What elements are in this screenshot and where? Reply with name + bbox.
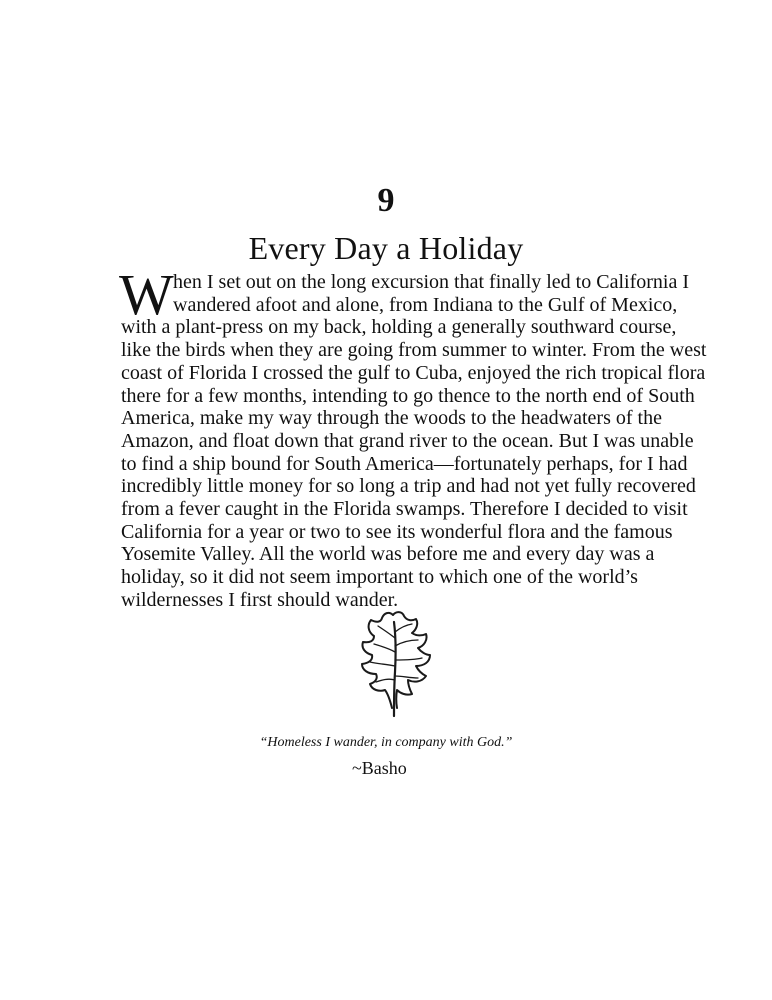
body-line: wildernesses I first should wander.	[121, 588, 399, 611]
body-line: hen I set out on the long excursion that finally led to California I	[173, 271, 689, 293]
drop-cap: W	[119, 262, 174, 327]
body-line: wandered afoot and alone, from Indiana to the Gulf of Mexico,	[173, 293, 678, 316]
body-line: to find a ship bound for South America—fortunately perhaps, for I had	[121, 452, 688, 475]
oak-leaf-icon	[352, 608, 438, 718]
epigraph-attribution: ~Basho	[352, 758, 407, 778]
body-paragraph	[119, 262, 707, 612]
body-line: America, make my way through the woods to the headwaters of the	[121, 407, 662, 430]
body-line: with a plant-press on my back, holding a generally southward course,	[121, 316, 677, 339]
epigraph-quote: “Homeless I wander, in company with God.”	[259, 735, 513, 750]
chapter-title: Every Day a Holiday	[248, 230, 524, 266]
body-line: California for a year or two to see its wonderful flora and the famous	[121, 520, 673, 543]
body-line: Yosemite Valley. All the world was before me and every day was a	[121, 543, 655, 566]
chapter-number: 9	[377, 182, 395, 219]
body-line: like the birds when they are going from summer to winter. From the west	[121, 339, 707, 362]
body-line: incredibly little money for so long a trip and had not yet fully recovered	[121, 475, 696, 498]
body-line: there for a few months, intending to go thence to the north end of South	[121, 384, 695, 407]
body-line: coast of Florida I crossed the gulf to Cuba, enjoyed the rich tropical flora	[121, 361, 706, 384]
body-line: Amazon, and float down that grand river to the ocean. But I was unable	[121, 429, 694, 452]
body-line: holiday, so it did not seem important to which one of the world’s	[121, 566, 638, 589]
body-line: from a fever caught in the Florida swamps. Therefore I decided to visit	[121, 498, 688, 521]
